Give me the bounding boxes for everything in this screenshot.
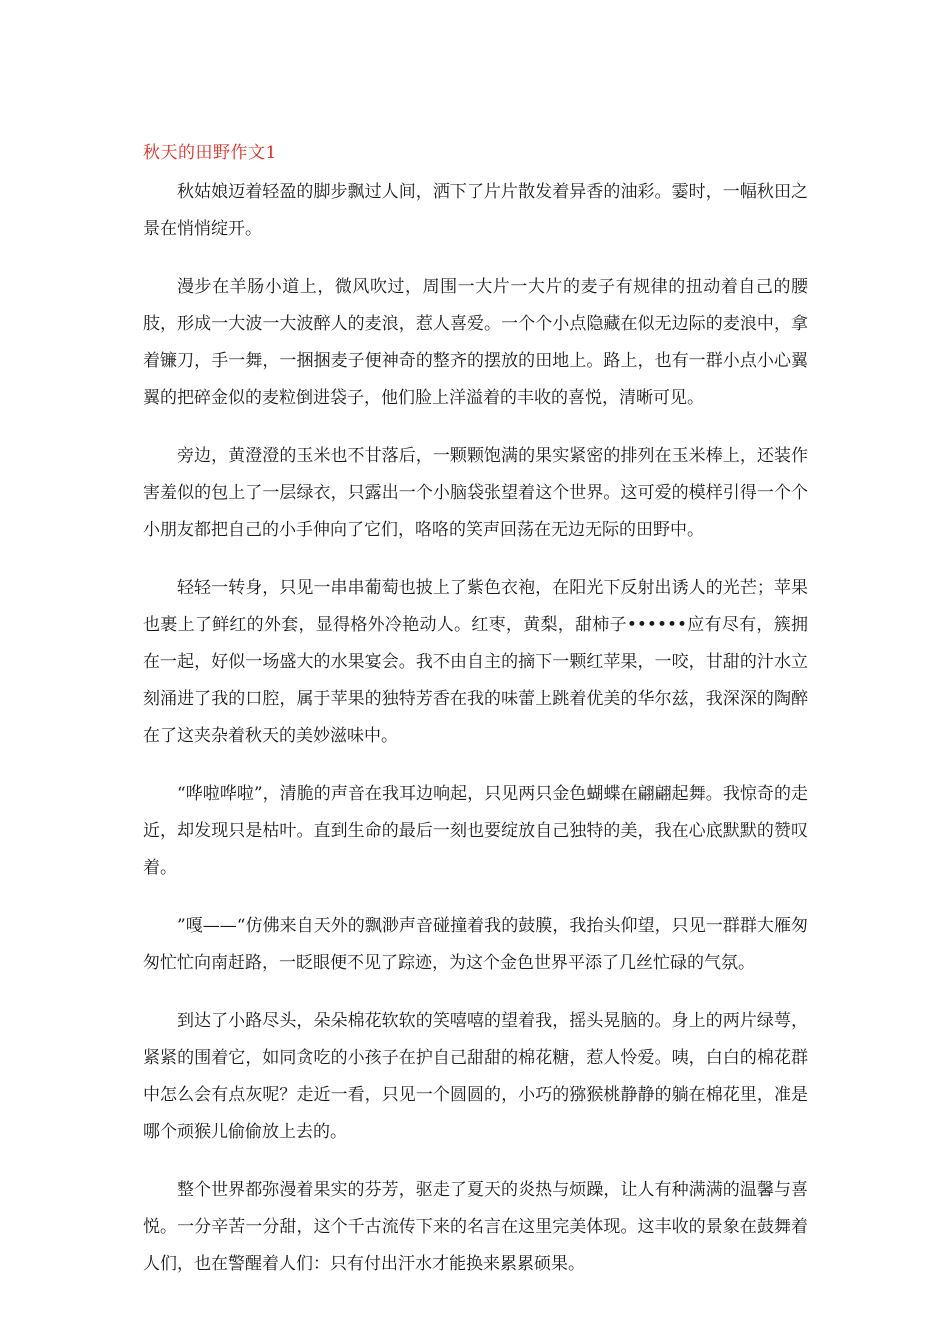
paragraph-3: 旁边，黄澄澄的玉米也不甘落后，一颗颗饱满的果实紧密的排列在玉米棒上，还装作害羞似的包上了一层绿衣，只露出一个小脑袋张望着这个世界。这可爱的模样引得一个个小朋友都把自己的小手伸向了它们，咯咯的笑声回荡在无边无际的田野中。 bbox=[143, 446, 808, 540]
paragraph-4: 轻轻一转身，只见一串串葡萄也披上了紫色衣袍，在阳光下反射出诱人的光芒；苹果也裹上了鲜红的外套，显得格外冷艳动人。红枣，黄梨，甜柿子••••••应有尽有，簇拥在一起，好似一场盛大的水果宴会。我不由自主的摘下一颗红苹果，一咬，甘甜的汁水立刻涌进了我的口腔，属于苹果的独特芳香在我的味蕾上跳着优美的华尔兹，我深深的陶醉在了这夹杂着秋天的美妙滋味中。 bbox=[143, 578, 808, 746]
essay-title: 秋天的田野作文1 bbox=[143, 143, 277, 163]
paragraph-1: 秋姑娘迈着轻盈的脚步飘过人间，洒下了片片散发着异香的油彩。霎时，一幅秋田之景在悄悄绽开。 bbox=[143, 182, 808, 239]
document-body bbox=[143, 138, 808, 1304]
paragraph-2: 漫步在羊肠小道上，微风吹过，周围一大片一大片的麦子有规律的扭动着自己的腰肢，形成一大波一大波醉人的麦浪，惹人喜爱。一个个小点隐藏在似无边际的麦浪中，拿着镰刀，手一舞，一捆捆麦子便神奇的整齐的摆放的田地上。路上，也有一群小点小心翼翼的把碎金似的麦粒倒进袋子，他们脸上洋溢着的丰收的喜悦，清晰可见。 bbox=[143, 277, 808, 408]
paragraph-5: “哗啦哗啦”，清脆的声音在我耳边响起，只见两只金色蝴蝶在翩翩起舞。我惊奇的走近，却发现只是枯叶。直到生命的最后一刻也要绽放自己独特的美，我在心底默默的赞叹着。 bbox=[143, 784, 808, 878]
paragraph-6: ”嘎——“仿佛来自天外的飘渺声音碰撞着我的鼓膜，我抬头仰望，只见一群群大雁匆匆忙忙向南赶路，一眨眼便不见了踪迹，为这个金色世界平添了几丝忙碌的气氛。 bbox=[143, 916, 808, 973]
paragraph-7: 到达了小路尽头，朵朵棉花软软的笑嘻嘻的望着我，摇头晃脑的。身上的两片绿萼，紧紧的围着它，如同贪吃的小孩子在护自己甜甜的棉花糖，惹人怜爱。咦，白白的棉花群中怎么会有点灰呢？走近一看，只见一个圆圆的，小巧的猕猴桃静静的躺在棉花里，准是哪个顽猴儿偷偷放上去的。 bbox=[143, 1011, 808, 1142]
paragraph-8: 整个世界都弥漫着果实的芬芳，驱走了夏天的炎热与烦躁，让人有种满满的温馨与喜悦。一分辛苦一分甜，这个千古流传下来的名言在这里完美体现。这丰收的景象在鼓舞着人们，也在警醒着人们：只有付出汗水才能换来累累硕果。 bbox=[143, 1180, 808, 1274]
